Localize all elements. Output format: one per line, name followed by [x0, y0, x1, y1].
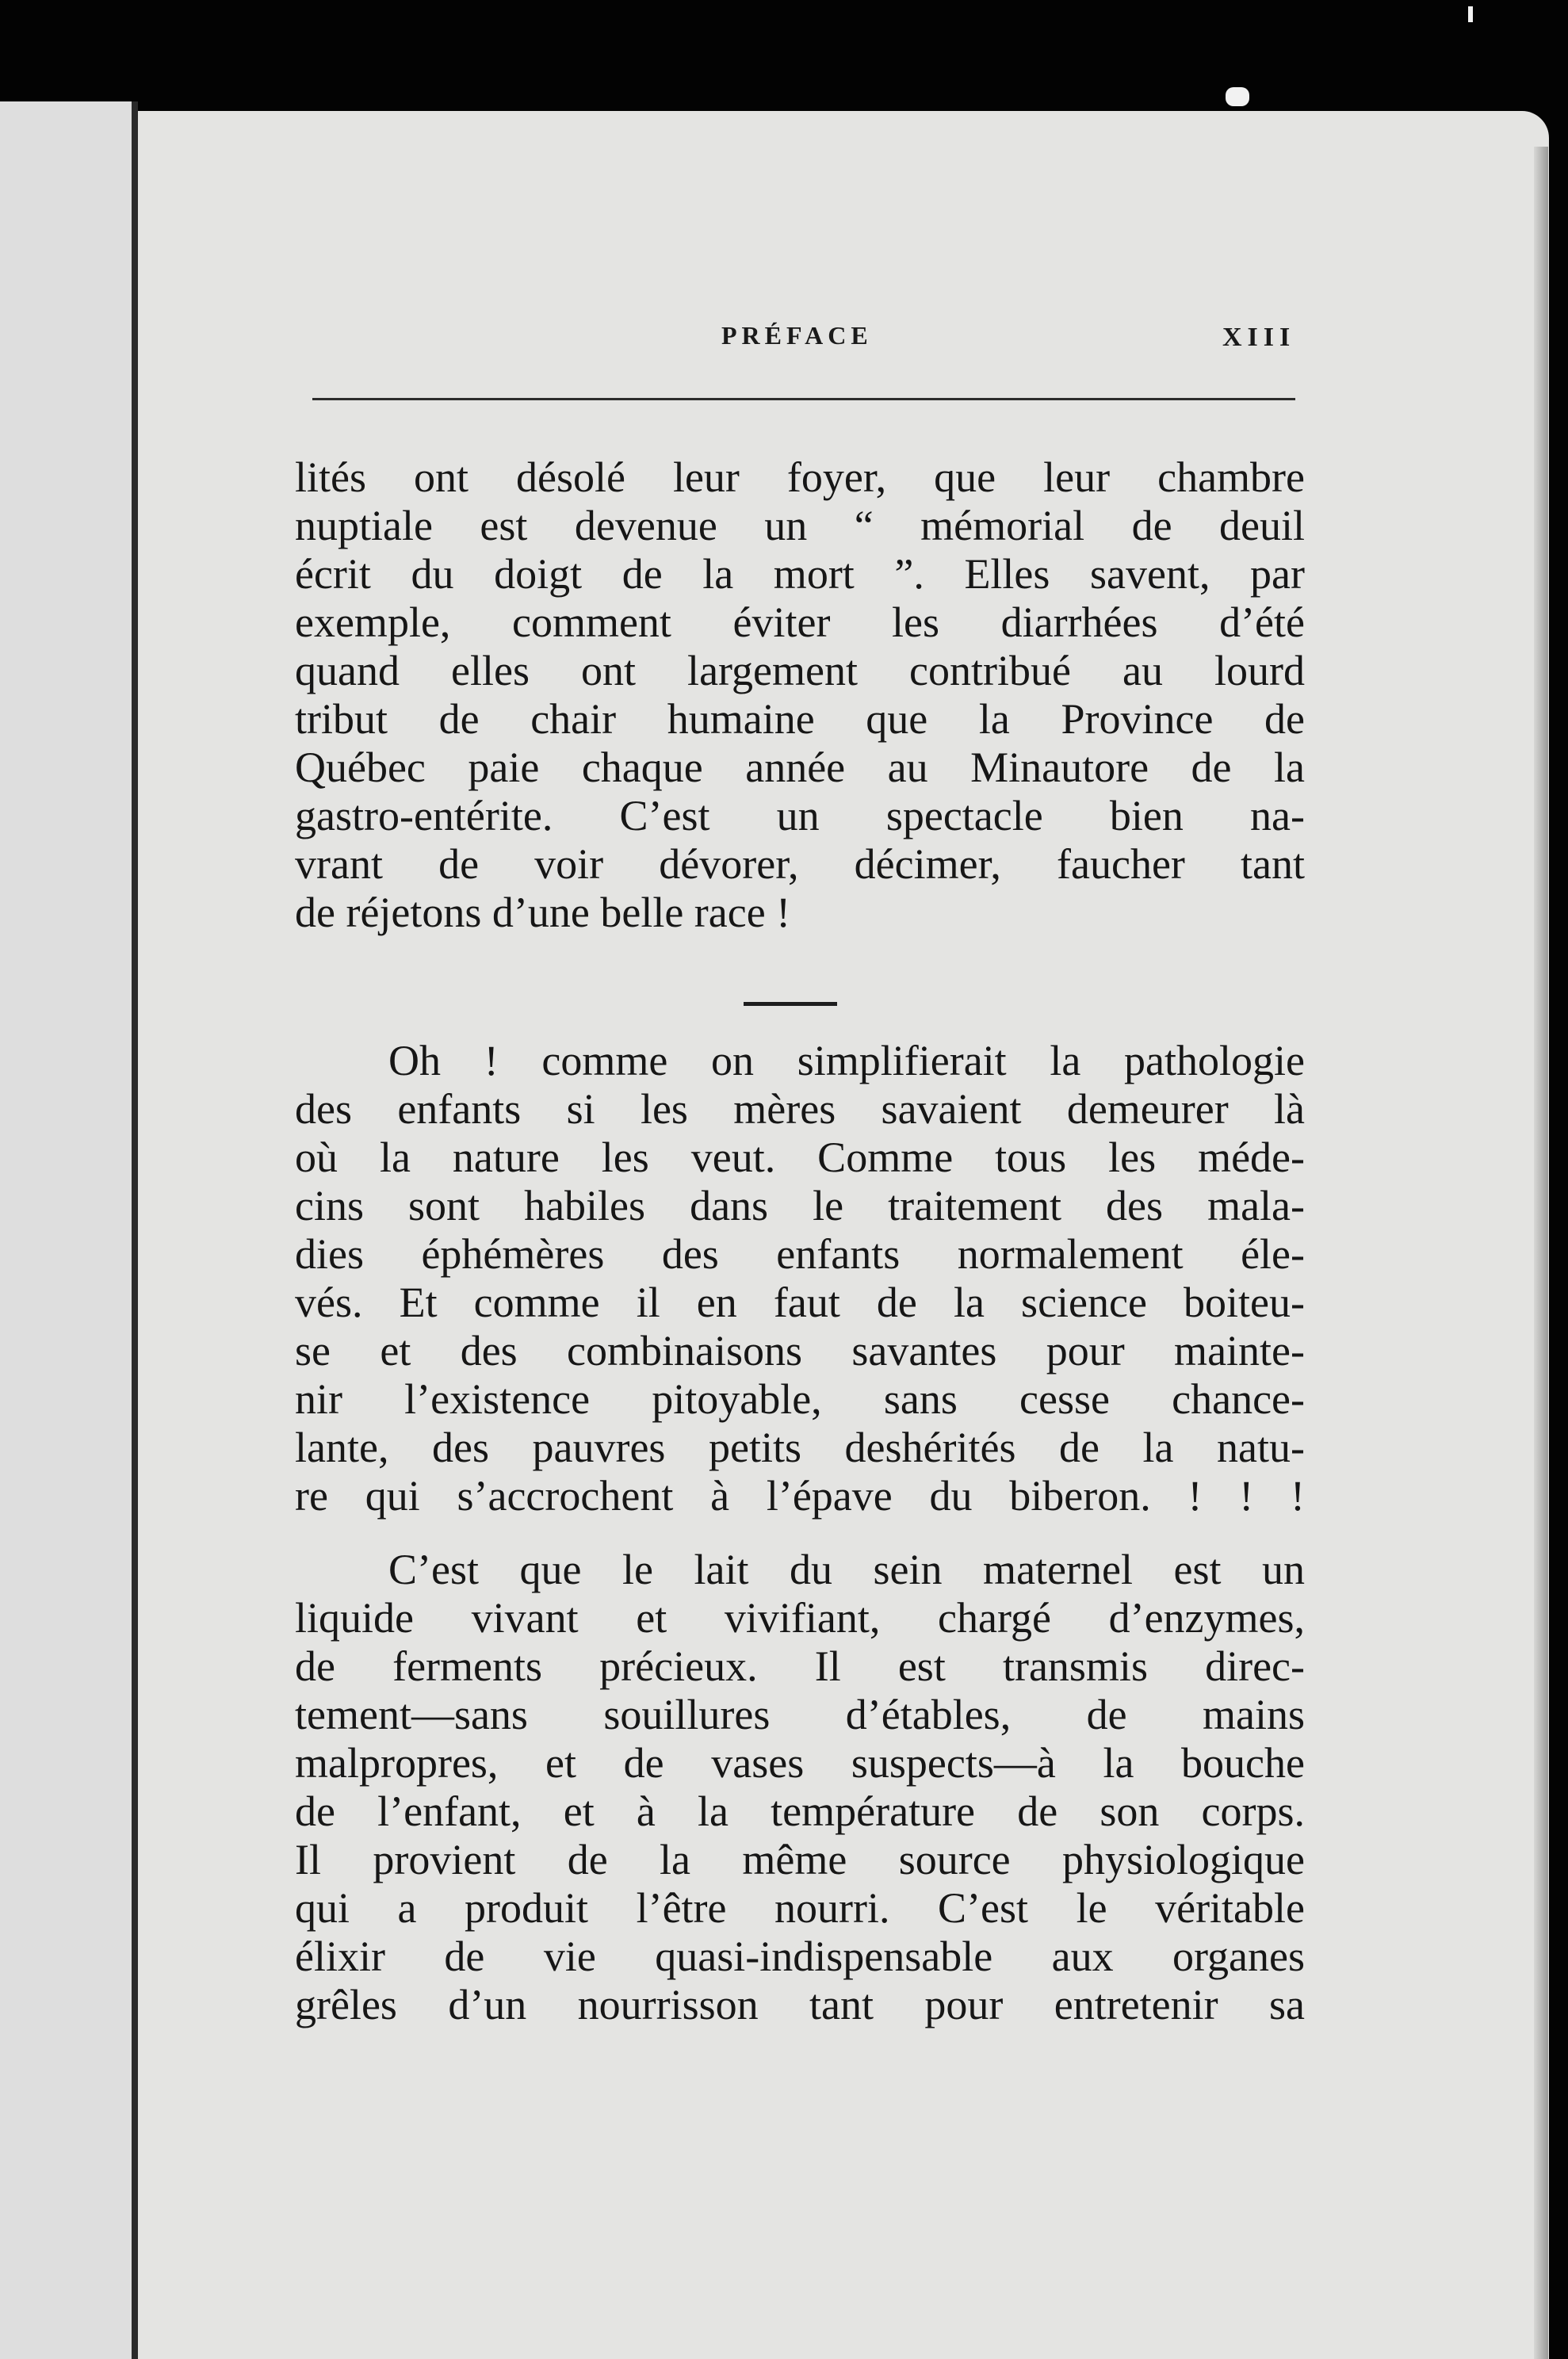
page-header — [138, 321, 1549, 369]
text-line: élixir de vie quasi-indispensable aux organes — [295, 1933, 1305, 1980]
text-line: qui a produit l’être nourri. C’est le véritable — [295, 1884, 1305, 1932]
text-line: de réjetons d’une belle race ! — [295, 889, 791, 936]
text-line: des enfants si les mères savaient demeurer là — [295, 1085, 1305, 1133]
text-line: gastro-entérite. C’est un spectacle bien na- — [295, 792, 1305, 839]
paragraph-2 — [295, 1037, 1305, 1520]
text-line: tement—sans souillures d’étables, de mains — [295, 1691, 1305, 1738]
text-line: nir l’existence pitoyable, sans cesse chance- — [295, 1375, 1305, 1423]
text-line: se et des combinaisons savantes pour mainte- — [295, 1327, 1305, 1374]
text-line: Québec paie chaque année au Minautore de la — [295, 744, 1305, 791]
header-rule — [312, 398, 1295, 400]
text-line: nuptiale est devenue un “ mémorial de deuil — [295, 502, 1305, 549]
text-line: Oh ! comme on simplifierait la pathologie — [388, 1037, 1305, 1084]
text-line: Il provient de la même source physiologique — [295, 1836, 1305, 1883]
text-line: quand elles ont largement contribué au lourd — [295, 647, 1305, 694]
page-number: XIII — [1222, 323, 1296, 352]
text-line: vés. Et comme il en faut de la science boiteu- — [295, 1279, 1305, 1326]
scan-speck — [1468, 6, 1473, 22]
text-line: liquide vivant et vivifiant, chargé d’enzymes, — [295, 1594, 1305, 1642]
text-line: lante, des pauvres petits deshérités de la natu- — [295, 1424, 1305, 1471]
text-line: lités ont désolé leur foyer, que leur chambre — [295, 453, 1305, 501]
text-line: re qui s’accrochent à l’épave du biberon. ! ! ! — [295, 1472, 1305, 1520]
text-line: C’est que le lait du sein maternel est un — [388, 1546, 1305, 1593]
section-divider — [744, 1002, 837, 1006]
text-line: malpropres, et de vases suspects—à la bouche — [295, 1739, 1305, 1787]
scan-speck — [1226, 87, 1249, 106]
text-line: où la nature les veut. Comme tous les méde- — [295, 1134, 1305, 1181]
paragraph-1 — [295, 453, 1305, 937]
text-line: de l’enfant, et à la température de son corps. — [295, 1787, 1305, 1835]
text-line: vrant de voir dévorer, décimer, faucher tant — [295, 840, 1305, 888]
text-line: grêles d’un nourrisson tant pour entretenir sa — [295, 1981, 1305, 2028]
text-line: dies éphémères des enfants normalement éle- — [295, 1230, 1305, 1278]
previous-page-edge — [0, 101, 136, 2359]
text-line: exemple, comment éviter les diarrhées d’été — [295, 598, 1305, 646]
page-edge-shadow — [1534, 147, 1548, 2359]
paragraph-3 — [295, 1546, 1305, 2029]
text-line: cins sont habiles dans le traitement des mala- — [295, 1182, 1305, 1229]
text-line: de ferments précieux. Il est transmis direc- — [295, 1642, 1305, 1690]
text-line: tribut de chair humaine que la Province de — [295, 695, 1305, 743]
book-gutter — [132, 101, 138, 2359]
running-title: PRÉFACE — [721, 321, 873, 350]
text-line: écrit du doigt de la mort ”. Elles savent, par — [295, 550, 1305, 598]
